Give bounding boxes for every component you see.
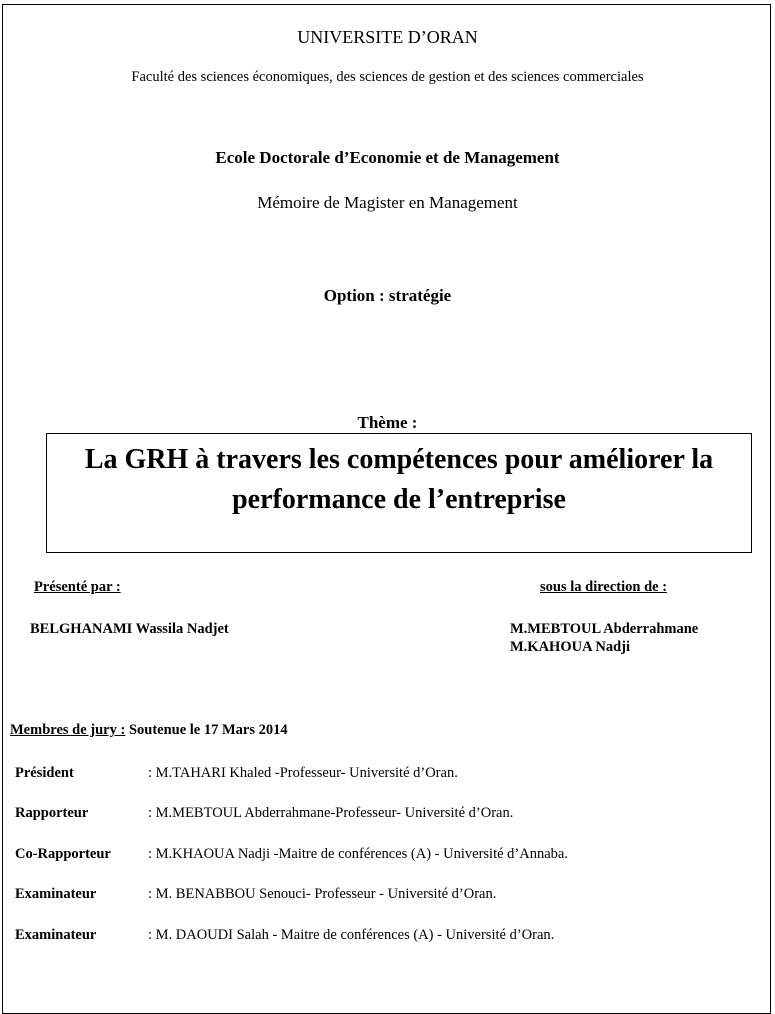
presented-by-label: Présenté par : — [34, 579, 121, 595]
supervisor-name: M.MEBTOUL Abderrahmane — [510, 621, 699, 637]
jury-role: Examinateur — [15, 927, 97, 943]
jury-label: Membres de jury : — [10, 722, 126, 738]
jury-member: : M.MEBTOUL Abderrahmane-Professeur- Université d’Oran. — [148, 805, 514, 821]
memoire-type: Mémoire de Magister en Management — [257, 193, 518, 212]
option-label: Option : stratégie — [323, 286, 452, 305]
jury-member: : M. BENABBOU Senouci- Professeur - Université d’Oran. — [148, 886, 497, 902]
university-name: UNIVERSITE D’ORAN — [297, 27, 478, 47]
jury-member: : M. DAOUDI Salah - Maitre de conférences (A) - Université d’Oran. — [148, 927, 555, 943]
theme-title-line-1: La GRH à travers les compétences pour améliorer la — [84, 444, 714, 475]
jury-heading — [10, 722, 288, 739]
jury-role: Co-Rapporteur — [15, 846, 111, 862]
student-name: BELGHANAMI Wassila Nadjet — [30, 621, 229, 637]
theme-title-box — [46, 433, 752, 553]
doctoral-school: Ecole Doctorale d’Economie et de Management — [215, 148, 560, 167]
theme-title-line-2: performance de l’entreprise — [232, 484, 566, 515]
direction-label: sous la direction de : — [540, 579, 668, 595]
defense-date: Soutenue le 17 Mars 2014 — [128, 722, 288, 738]
faculty-name: Faculté des sciences économiques, des sciences de gestion et des sciences commerciales — [131, 69, 644, 85]
jury-member: : M.TAHARI Khaled -Professeur- Université d’Oran. — [148, 765, 458, 781]
co-supervisor-name: M.KAHOUA Nadji — [510, 639, 631, 655]
jury-role: Rapporteur — [15, 805, 89, 821]
jury-role: Examinateur — [15, 886, 97, 902]
jury-member: : M.KHAOUA Nadji -Maitre de conférences (A) - Université d’Annaba. — [148, 846, 568, 862]
theme-label: Thème : — [357, 413, 418, 432]
jury-role: Président — [15, 765, 74, 781]
